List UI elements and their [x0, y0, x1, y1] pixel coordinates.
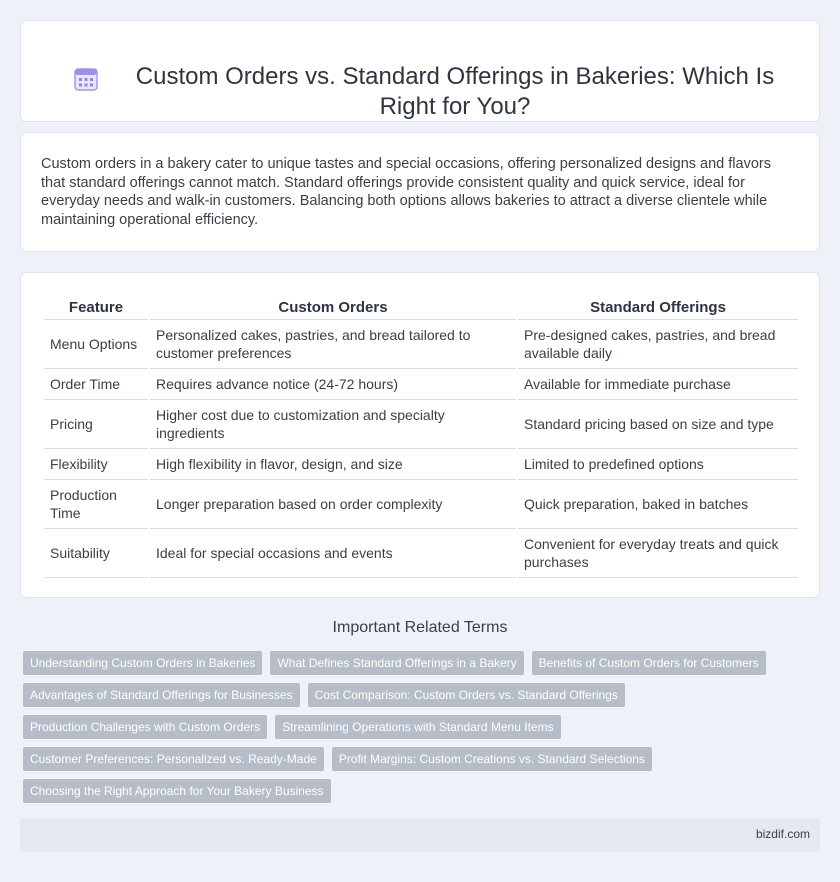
cell-custom: High flexibility in flavor, design, and size	[150, 449, 516, 480]
comparison-table	[42, 295, 800, 578]
header-custom-orders: Custom Orders	[150, 295, 516, 320]
footer-site-link[interactable]: bizdif.com	[755, 827, 810, 841]
cell-custom: Personalized cakes, pastries, and bread tailored to customer preferences	[150, 320, 516, 369]
table-row	[44, 449, 798, 480]
table-header-row	[44, 295, 798, 320]
cell-standard: Available for immediate purchase	[518, 369, 798, 400]
table-row	[44, 320, 798, 369]
cell-custom: Longer preparation based on order complexity	[150, 480, 516, 529]
table-row	[44, 480, 798, 529]
header-feature: Feature	[44, 295, 148, 320]
related-terms-list	[23, 651, 803, 803]
cell-custom: Requires advance notice (24-72 hours)	[150, 369, 516, 400]
cell-standard: Quick preparation, baked in batches	[518, 480, 798, 529]
cell-feature: Menu Options	[44, 320, 148, 369]
title-card	[20, 20, 820, 122]
table-row	[44, 369, 798, 400]
cell-standard: Standard pricing based on size and type	[518, 400, 798, 449]
calendar-icon	[73, 66, 99, 92]
page-title: Custom Orders vs. Standard Offerings in Bakeries: Which Is Right for You?	[135, 63, 775, 120]
cell-feature: Suitability	[44, 529, 148, 578]
related-term-tag[interactable]: Production Challenges with Custom Orders	[23, 715, 267, 739]
related-term-tag[interactable]: Cost Comparison: Custom Orders vs. Standard Offerings	[308, 683, 625, 707]
related-term-tag[interactable]: Understanding Custom Orders in Bakeries	[23, 651, 262, 675]
intro-text: Custom orders in a bakery cater to unique tastes and special occasions, offering personalized designs and flavors that standard offerings cannot match. Standard offerings provide consistent quality and quick service, ideal for everyday needs and walk-in customers. Balancing both options allows bakeries to attract a diverse clientele while maintaining operational efficiency.	[41, 156, 771, 228]
related-term-tag[interactable]: Streamlining Operations with Standard Menu Items	[275, 715, 560, 739]
related-term-tag[interactable]: Choosing the Right Approach for Your Bakery Business	[23, 779, 331, 803]
related-term-tag[interactable]: Benefits of Custom Orders for Customers	[532, 651, 766, 675]
cell-custom: Ideal for special occasions and events	[150, 529, 516, 578]
related-term-tag[interactable]: Profit Margins: Custom Creations vs. Standard Selections	[332, 747, 652, 771]
intro-card	[20, 132, 820, 252]
cell-feature: Pricing	[44, 400, 148, 449]
related-term-tag[interactable]: Advantages of Standard Offerings for Businesses	[23, 683, 300, 707]
header-standard-offerings: Standard Offerings	[518, 295, 798, 320]
cell-custom: Higher cost due to customization and specialty ingredients	[150, 400, 516, 449]
table-row	[44, 529, 798, 578]
cell-feature: Order Time	[44, 369, 148, 400]
cell-feature: Flexibility	[44, 449, 148, 480]
cell-standard: Pre-designed cakes, pastries, and bread available daily	[518, 320, 798, 369]
footer	[20, 818, 820, 852]
related-term-tag[interactable]: Customer Preferences: Personalized vs. Ready-Made	[23, 747, 324, 771]
comparison-table-card	[20, 272, 820, 598]
cell-standard: Convenient for everyday treats and quick purchases	[518, 529, 798, 578]
related-term-tag[interactable]: What Defines Standard Offerings in a Bakery	[270, 651, 523, 675]
related-terms-title: Important Related Terms	[332, 619, 508, 636]
table-row	[44, 400, 798, 449]
cell-standard: Limited to predefined options	[518, 449, 798, 480]
cell-feature: Production Time	[44, 480, 148, 529]
